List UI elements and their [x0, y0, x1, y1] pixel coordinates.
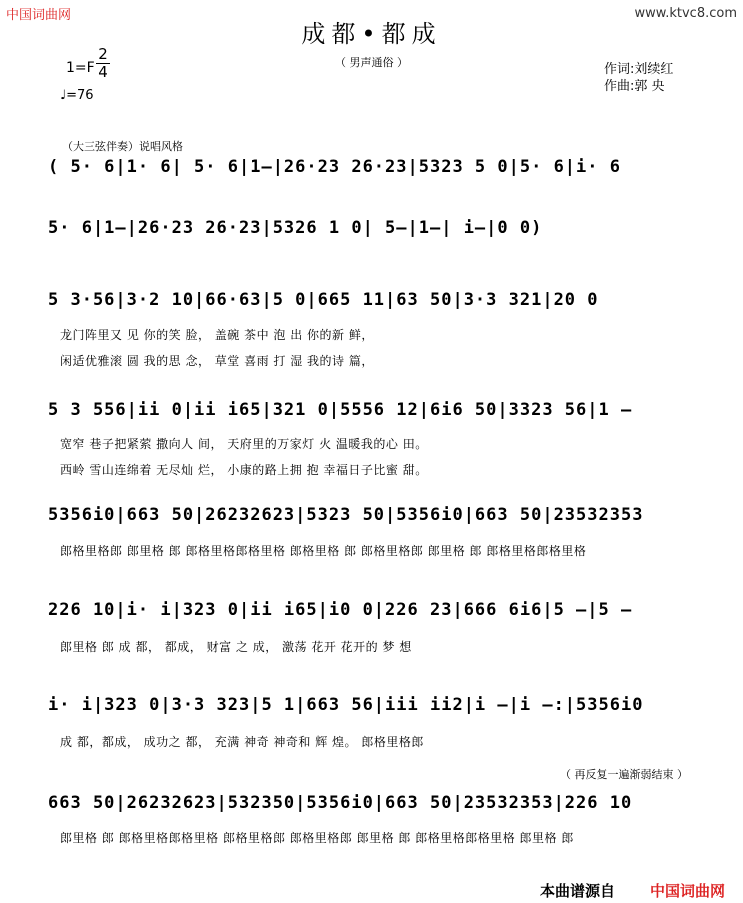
score-line-2: 5· 6|1—|26·23 26·23|5326 1 0| 5—|1—| i—|0 0) — [48, 218, 543, 238]
score-line-3: 5 3·56|3·2 10|66·63|5 0|665 11|63 50|3·3 321|20 0 — [48, 290, 599, 310]
time-signature — [96, 46, 110, 81]
lyricist: 作词:刘续红 — [604, 62, 674, 77]
score-line-7: i· i|323 0|3·3 323|5 1|663 56|iii ii2|i —|i —:|5356i0 — [48, 695, 644, 715]
footer-label: 本曲谱源自 — [540, 882, 616, 900]
lyric-line-6: 郎里格 郎 成 都， 都成， 财富 之 成， 激荡 花开 花开的 梦 想 — [60, 640, 412, 654]
lyric-line-4b: 西岭 雪山连绵着 无尽灿 烂， 小康的路上拥 抱 幸福日子比蜜 甜。 — [60, 463, 428, 477]
time-top: 2 — [96, 46, 110, 64]
lyric-line-3a: 龙门阵里又 见 你的笑 脸， 盖碗 茶中 泡 出 你的新 鲜， — [60, 328, 374, 342]
lyric-line-8: 郎里格 郎 郎格里格郎格里格 郎格里格郎 郎格里格郎 郎里格 郎 郎格里格郎格里格 郎里格 郎 — [60, 831, 574, 845]
watermark-left: 中国词曲网 — [6, 8, 72, 23]
footer-site: 中国词曲网 — [650, 882, 726, 900]
time-bottom: 4 — [98, 63, 108, 81]
song-title: 成都•都成 — [301, 20, 442, 48]
lyric-line-4a: 宽窄 巷子把紧萦 撒向人 间， 天府里的万家灯 火 温暖我的心 田。 — [60, 437, 428, 451]
lyric-line-7: 成 都，都成， 成功之 都， 充满 神奇 神奇和 辉 煌。 郎格里格郎 — [60, 735, 424, 749]
score-line-5: 5356i0|663 50|26232623|5323 50|5356i0|663 50|23532353 — [48, 505, 644, 525]
key-signature: 1=F — [66, 60, 95, 76]
intro-note: （大三弦伴奏）说唱风格 — [62, 140, 183, 153]
song-subtitle: （ 男声通俗 ） — [335, 56, 408, 69]
lyric-line-5: 郎格里格郎 郎里格 郎 郎格里格郎格里格 郎格里格 郎 郎格里格郎 郎里格 郎 郎格里格郎格里格 — [60, 544, 587, 558]
score-line-8: 663 50|26232623|532350|5356i0|663 50|23532353|226 10 — [48, 793, 633, 813]
repeat-note: （ 再反复一遍渐弱结束 ） — [560, 768, 688, 781]
tempo-marking: ♩=76 — [60, 88, 94, 103]
lyric-line-3b: 闲适优雅滚 圆 我的思 念， 草堂 喜雨 打 湿 我的诗 篇， — [60, 354, 374, 368]
composer: 作曲:郭 央 — [604, 79, 665, 94]
score-line-1: ( 5· 6|1· 6| 5· 6|1—|26·23 26·23|5323 5 0|5· 6|i· 6 — [48, 157, 621, 177]
watermark-right: www.ktvc8.com — [634, 6, 737, 21]
score-line-6: 226 10|i· i|323 0|ii i65|i0 0|226 23|666 6i6|5 —|5 — — [48, 600, 633, 620]
score-line-4: 5 3 556|ii 0|ii i65|321 0|5556 12|6i6 50|3323 56|1 — — [48, 400, 633, 420]
